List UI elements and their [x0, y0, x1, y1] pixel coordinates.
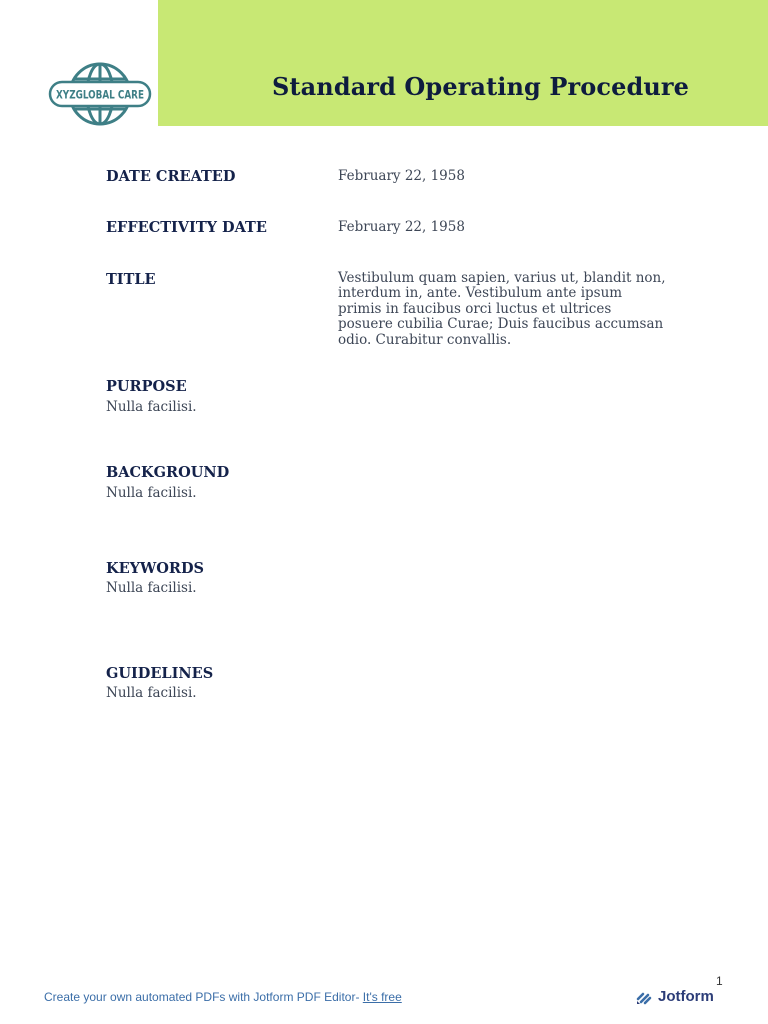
footer-promo-text: Create your own automated PDFs with Jotform PDF Editor-	[44, 990, 363, 1004]
purpose-heading: PURPOSE	[106, 378, 187, 395]
jotform-brand-name: Jotform	[658, 988, 714, 1005]
jotform-brand-link[interactable]	[636, 988, 714, 1005]
header-band	[158, 0, 768, 126]
logo-text: XYZGLOBAL CARE	[56, 87, 145, 102]
background-heading: BACKGROUND	[106, 464, 230, 481]
company-logo	[48, 60, 152, 128]
title-label: TITLE	[106, 271, 156, 288]
effectivity-date-label: EFFECTIVITY DATE	[106, 219, 267, 236]
globe-logo-icon	[48, 60, 152, 128]
keywords-heading: KEYWORDS	[106, 560, 205, 577]
its-free-link[interactable]: It's free	[362, 990, 402, 1004]
keywords-body: Nulla facilisi.	[106, 580, 197, 596]
title-value: Vestibulum quam sapien, varius ut, blandit non, interdum in, ante. Vestibulum ante ipsum primis in faucibus orci luctus et ultrices posuere cubilia Curae; Duis faucibus accumsan odio. Curabitur convallis.	[338, 270, 666, 348]
page-number: 1	[716, 974, 723, 988]
date-created-value: February 22, 1958	[338, 168, 465, 184]
purpose-body: Nulla facilisi.	[106, 399, 197, 415]
jotform-logo-icon	[636, 989, 652, 1005]
document-title: Standard Operating Procedure	[272, 72, 689, 101]
background-body: Nulla facilisi.	[106, 485, 197, 501]
guidelines-heading: GUIDELINES	[106, 665, 214, 682]
effectivity-date-value: February 22, 1958	[338, 219, 465, 235]
guidelines-body: Nulla facilisi.	[106, 685, 197, 701]
footer-promo	[44, 990, 402, 1004]
date-created-label: DATE CREATED	[106, 168, 236, 185]
